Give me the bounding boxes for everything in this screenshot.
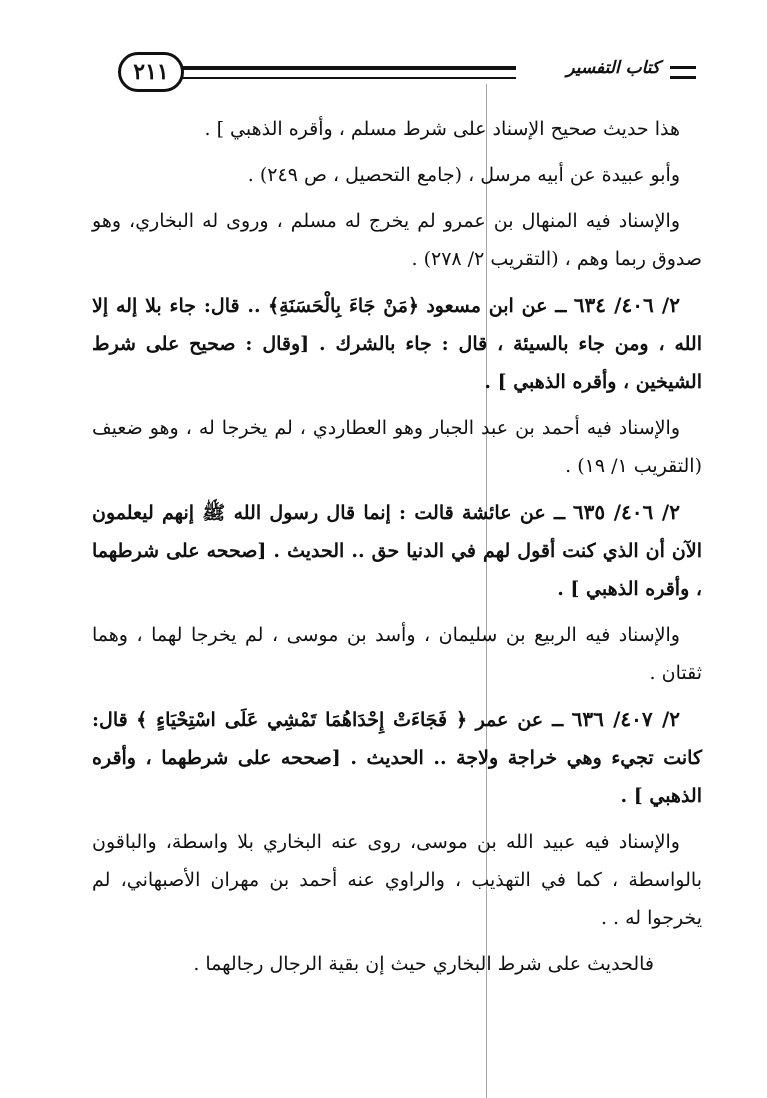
paragraph-9: والإسناد فيه عبيد الله بن موسى، روى عنه البخاري بلا واسطة، والباقون بالواسطة ، كما في التهذيب ، والراوي عنه أحمد بن مهران الأصبهاني، لم يخرجوا له . .	[92, 831, 702, 929]
page-number: ٢١١	[118, 52, 184, 92]
entry-text-before: ــ عن عمر	[475, 709, 564, 731]
entry-number: ٢/ ٤٠٦/ ٦٣٤	[573, 293, 680, 317]
page-header	[96, 52, 696, 92]
quran-quote: ﴿ فَجَاءَتْ إِحْدَاهُمَا تَمْشِي عَلَى اسْتِحْيَاءٍ ﴾	[136, 709, 468, 731]
entry-634	[92, 286, 702, 401]
header-rule-right	[670, 66, 696, 79]
entry-text: ــ عن عائشة قالت : إنما قال رسول الله ﷺ إنهم ليعلمون الآن أن الذي كنت أقول لهم في الدنيا حق .. الحديث . [صححه على شرطهما ، وأقره الذهبي ] .	[92, 502, 702, 600]
entry-text-after: .. قال: جاء بلا إله إلا الله ، ومن جاء بالسيئة ، قال : جاء بالشرك . [وقال : صحيح على شرط الشيخين ، وأقره الذهبي ] .	[92, 295, 702, 393]
quran-quote: ﴿مَنْ جَاءَ بِالْحَسَنَةِ﴾	[267, 295, 420, 317]
header-rule	[166, 66, 516, 79]
paragraph-2: وأبو عبيدة عن أبيه مرسل ، (جامع التحصيل ، ص ٢٤٩) .	[247, 164, 680, 186]
entry-text-after: قال: كانت تجيء وهي خراجة ولاجة .. الحديث . [صححه على شرطهما ، وأقره الذهبي ] .	[92, 709, 702, 807]
book-title: كتاب التفسير	[566, 58, 660, 78]
paragraph-3: والإسناد فيه المنهال بن عمرو لم يخرج له مسلم ، وروى له البخاري، وهو صدوق ربما وهم ، (التقريب ٢/ ٢٧٨) .	[92, 210, 702, 270]
entry-635	[92, 493, 702, 608]
entry-number: ٢/ ٤٠٦/ ٦٣٥	[572, 500, 680, 524]
paragraph-10: فالحديث على شرط البخاري حيث إن بقية الرجال رجالهما .	[193, 953, 654, 975]
paragraph-7: والإسناد فيه الربيع بن سليمان ، وأسد بن موسى ، لم يخرجا لهما ، وهما ثقتان .	[92, 624, 702, 684]
paragraph-1: هذا حديث صحيح الإسناد على شرط مسلم ، وأقره الذهبي ] .	[204, 118, 680, 140]
entry-636	[92, 700, 702, 815]
entry-number: ٢/ ٤٠٧/ ٦٣٦	[571, 707, 681, 731]
paragraph-5: والإسناد فيه أحمد بن عبد الجبار وهو العطاردي ، لم يخرجا له ، وهو ضعيف (التقريب ١/ ١٩) .	[92, 417, 702, 477]
entry-text-before: ــ عن ابن مسعود	[426, 295, 567, 317]
page-body	[92, 110, 702, 991]
